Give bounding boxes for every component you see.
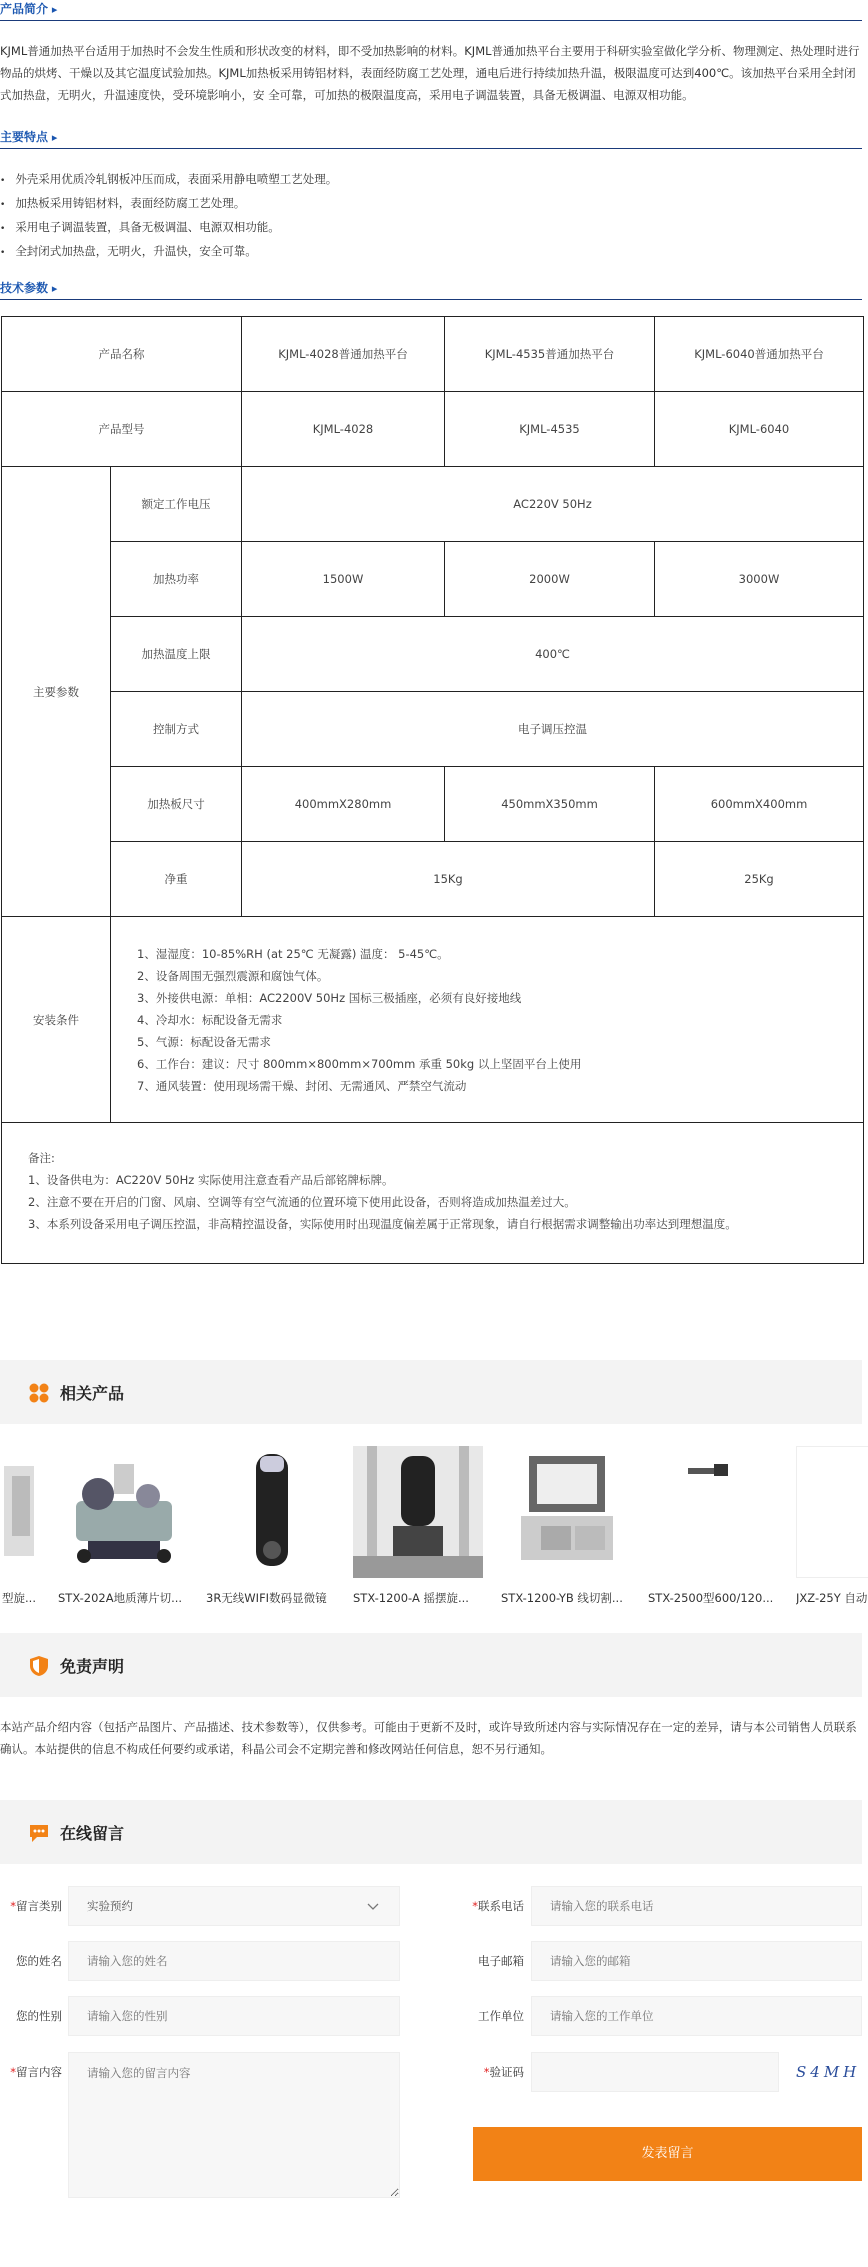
note-item: 2、注意不要在开启的门窗、风扇、空调等有空气流通的位置环境下使用此设备，否则将造成加热温差过大。 (28, 1195, 576, 1209)
product-image[interactable] (0, 1446, 36, 1578)
type-label: *留言类别 (10, 1899, 62, 1913)
related-product[interactable] (501, 1446, 633, 1606)
product-image[interactable] (796, 1446, 868, 1578)
related-product[interactable] (206, 1446, 338, 1606)
wire-cutter-photo-icon (501, 1446, 633, 1578)
feature-item: • 全封闭式加热盘，无明火，升温快，安全可靠。 (0, 240, 862, 264)
captcha-input[interactable] (531, 2052, 779, 2092)
captcha-label: *验证码 (483, 2065, 524, 2079)
required-mark: * (483, 2065, 490, 2079)
related-product[interactable] (648, 1446, 780, 1606)
message-title: 在线留言 (60, 1824, 125, 1843)
submit-button[interactable]: 发表留言 (473, 2127, 862, 2181)
spec-temp: 400℃ (242, 617, 864, 692)
name-input[interactable] (68, 1941, 400, 1981)
spec-power-label: 加热功率 (111, 542, 242, 617)
related-product[interactable] (58, 1446, 190, 1606)
captcha-image[interactable]: S4MH (796, 2063, 861, 2081)
note-item: 3、本系列设备采用电子调压控温，非高精控温设备，实际使用时出现温度偏差属于正常现象，请自行根据需求调整输出功率达到理想温度。 (28, 1217, 737, 1231)
saw-photo-icon (648, 1446, 780, 1578)
product-caption[interactable]: 3R无线WIFI数码显微镜 (206, 1591, 327, 1605)
product-caption[interactable]: 型旋... (2, 1591, 36, 1605)
microscope-photo-icon (206, 1446, 338, 1578)
features-list (0, 168, 862, 264)
email-label: 电子邮箱 (478, 1954, 524, 1968)
product-image[interactable] (501, 1446, 633, 1578)
disclaimer-header (0, 1633, 862, 1697)
related-title: 相关产品 (60, 1384, 125, 1403)
related-product[interactable] (796, 1446, 868, 1606)
testing-machine-photo-icon (353, 1446, 483, 1578)
product-caption[interactable]: STX-202A地质薄片切... (58, 1591, 183, 1605)
product-caption[interactable]: JXZ-25Y 自动 (796, 1591, 868, 1605)
spec-model: KJML-4535 (445, 392, 655, 467)
install-item: 1、湿湿度：10-85%RH (at 25℃ 无凝露) 温度： 5-45℃。 (137, 946, 449, 961)
product-image[interactable] (353, 1446, 483, 1578)
company-input[interactable] (531, 1996, 862, 2036)
spec-install-label: 安装条件 (2, 917, 111, 1123)
content-label: *留言内容 (10, 2065, 62, 2079)
related-product[interactable] (0, 1446, 36, 1606)
spec-power: 1500W (242, 542, 445, 617)
cutting-machine-photo-icon (58, 1446, 190, 1578)
spec-name: KJML-6040普通加热平台 (655, 317, 864, 392)
chat-bubble-icon (28, 1822, 50, 1844)
spec-model-label: 产品型号 (2, 392, 242, 467)
spec-voltage-label: 额定工作电压 (111, 467, 242, 542)
note-item: 1、设备供电为：AC220V 50Hz 实际使用注意查看产品后部铭牌标牌。 (28, 1173, 394, 1187)
related-product[interactable] (353, 1446, 483, 1606)
install-item: 5、气源：标配设备无需求 (137, 1034, 271, 1049)
specs-heading: 技术参数 ▸ (0, 279, 862, 300)
spec-model: KJML-6040 (655, 392, 864, 467)
disclaimer-title: 免责声明 (60, 1657, 125, 1676)
related-header (0, 1360, 862, 1424)
spec-size: 400mmX280mm (242, 767, 445, 842)
install-item: 4、冷却水：标配设备无需求 (137, 1012, 283, 1027)
spec-size: 600mmX400mm (655, 767, 864, 842)
spec-name-label: 产品名称 (2, 317, 242, 392)
content-textarea[interactable] (68, 2052, 400, 2198)
spec-main-params-label: 主要参数 (2, 467, 111, 917)
install-item: 2、设备周围无强烈震源和腐蚀气体。 (137, 968, 329, 983)
intro-heading: 产品简介 ▸ (0, 0, 862, 21)
spec-power: 2000W (445, 542, 655, 617)
spec-size-label: 加热板尺寸 (111, 767, 242, 842)
spec-control-label: 控制方式 (111, 692, 242, 767)
spec-control: 电子调压控温 (242, 692, 864, 767)
disclaimer-text: 本站产品介绍内容（包括产品图片、产品描述、技术参数等），仅供参考。可能由于更新不及时，或许导致所述内容与实际情况存在一定的差异，请与本公司销售人员联系确认。本站提供的信息不构成任何要约或承诺，科晶公司会不定期完善和修改网站任何信息，恕不另行通知。 (0, 1720, 857, 1756)
required-mark: * (472, 1899, 478, 1913)
spec-name: KJML-4028普通加热平台 (242, 317, 445, 392)
feature-item: • 外壳采用优质冷轧钢板冲压而成，表面采用静电喷塑工艺处理。 (0, 168, 862, 192)
product-photo-icon (0, 1446, 36, 1578)
message-header (0, 1800, 862, 1864)
shield-icon (28, 1655, 50, 1677)
spec-notes (2, 1123, 864, 1264)
company-label: 工作单位 (478, 2009, 524, 2023)
type-select[interactable]: 实验预约 (68, 1886, 400, 1926)
gender-input[interactable] (68, 1996, 400, 2036)
install-item: 7、通风装置：使用现场需干燥、封闭、无需通风、严禁空气流动 (137, 1078, 467, 1093)
spec-weight: 15Kg (242, 842, 655, 917)
spec-install-conditions (111, 917, 864, 1123)
spec-table (1, 316, 864, 1264)
product-image[interactable] (206, 1446, 338, 1578)
product-image[interactable] (648, 1446, 780, 1578)
feature-item: • 采用电子调温装置，具备无极调温、电源双相功能。 (0, 216, 862, 240)
required-mark: * (10, 2065, 16, 2079)
required-mark: * (10, 1899, 16, 1913)
grid-icon (28, 1382, 50, 1404)
chevron-down-icon (367, 1901, 379, 1911)
install-item: 3、外接供电源：单相：AC2200V 50Hz 国标三极插座，必须有良好接地线 (137, 990, 522, 1005)
phone-input[interactable] (531, 1886, 862, 1926)
install-item: 6、工作台：建议：尺寸 800mm×800mm×700mm 承重 50kg 以上坚固平台上使用 (137, 1056, 582, 1071)
phone-label: *联系电话 (472, 1899, 524, 1913)
feature-item: • 加热板采用铸铝材料，表面经防腐工艺处理。 (0, 192, 862, 216)
spec-name: KJML-4535普通加热平台 (445, 317, 655, 392)
name-label: 您的姓名 (16, 1954, 62, 1968)
email-input[interactable] (531, 1941, 862, 1981)
spec-power: 3000W (655, 542, 864, 617)
spec-voltage: AC220V 50Hz (242, 467, 864, 542)
spec-temp-label: 加热温度上限 (111, 617, 242, 692)
spec-weight-label: 净重 (111, 842, 242, 917)
product-caption[interactable]: STX-1200-YB 线切割... (501, 1591, 623, 1605)
notes-title: 备注: (28, 1151, 55, 1165)
product-caption[interactable]: STX-1200-A 摇摆旋... (353, 1591, 469, 1605)
spec-size: 450mmX350mm (445, 767, 655, 842)
features-heading: 主要特点 ▸ (0, 128, 862, 149)
spec-model: KJML-4028 (242, 392, 445, 467)
spec-weight: 25Kg (655, 842, 864, 917)
product-image[interactable] (58, 1446, 190, 1578)
product-caption[interactable]: STX-2500型600/120... (648, 1591, 774, 1605)
intro-text: KJML普通加热平台适用于加热时不会发生性质和形状改变的材料，即不受加热影响的材料。KJML普通加热平台主要用于科研实验室做化学分析、物理测定、热处理时进行物品的烘烤、干燥以及其它温度试验加热。KJML加热板采用铸铝材料，表面经防腐工艺处理，通电后进行持续加热升温，极限温度可达到400℃。该加热平台采用全封闭式加热盘，无明火，升温速度快，受环境影响小，安 全可靠，可加热的极限温度高，采用电子调温装置，具备无极调温、电源双相功能。 (0, 44, 860, 102)
gender-label: 您的性别 (16, 2009, 62, 2023)
